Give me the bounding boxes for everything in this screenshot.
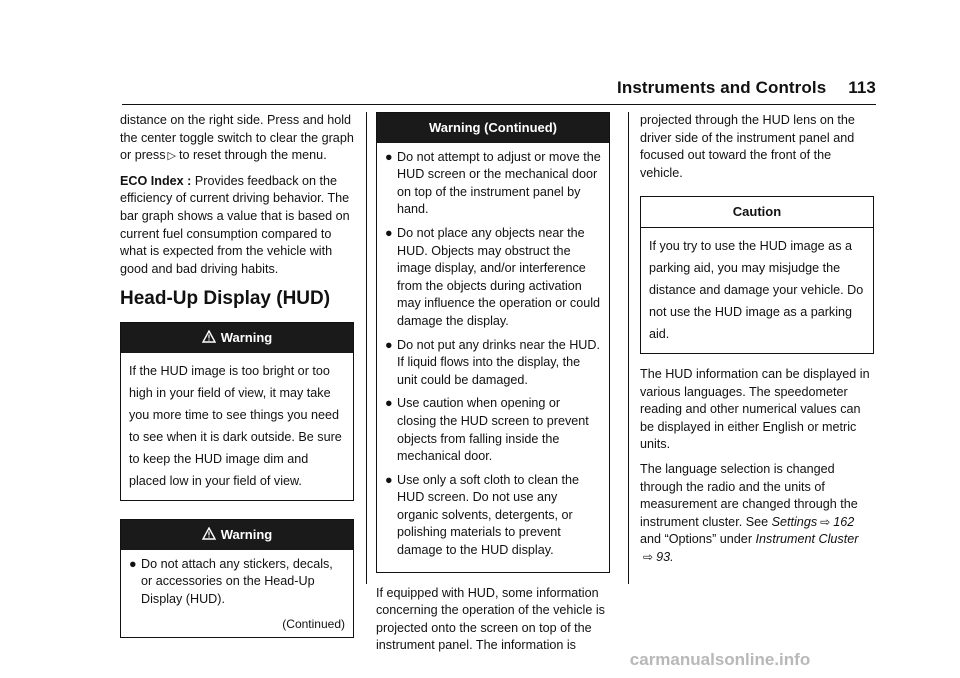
- settings-link[interactable]: Settings: [771, 514, 818, 529]
- page-ref-arrow-icon: ⇨: [643, 549, 654, 564]
- instrument-cluster-link[interactable]: Instrument Cluster: [755, 532, 859, 547]
- languages-paragraph: The HUD information can be displayed in various languages. The speedometer reading and other numerical values can be displayed in either English or metric units.: [640, 366, 870, 452]
- bullet-icon: ●: [385, 149, 393, 164]
- warning-header: [121, 323, 353, 353]
- bullet-icon: ●: [129, 556, 137, 571]
- list-item-text: Do not attempt to adjust or move the HUD screen or the mechanical door on top of the instrument panel by hand.: [397, 149, 601, 217]
- caution-box: [640, 196, 874, 354]
- warning-box-2: [120, 519, 354, 638]
- continued-label: (Continued): [282, 617, 345, 632]
- column-1: [120, 112, 354, 650]
- warning-continued-box: [376, 112, 610, 573]
- column-2: [376, 112, 610, 662]
- page-header: [617, 78, 876, 98]
- intro-text-before: distance on the right side. Press and hold the center toggle switch to clear the graph or press: [120, 113, 354, 163]
- settings-page-ref[interactable]: 162: [833, 514, 855, 529]
- column-divider: [628, 112, 629, 584]
- eco-text: Provides feedback on the efficiency of current driving behavior. The bar graph shows a value that is based on current fuel consumption compared to what is expected from the vehicle with good and bad driving habits.: [120, 173, 350, 276]
- warning-list: [377, 143, 609, 572]
- caution-text: If you try to use the HUD image as a parking aid, you may misjudge the distance and damage your vehicle. Do not use the HUD image as a parking aid.: [649, 238, 864, 341]
- warning-list: [121, 550, 353, 621]
- and-text: and “Options” under: [640, 532, 753, 547]
- cluster-page-ref[interactable]: 93.: [656, 549, 674, 564]
- list-item-text: Do not place any objects near the HUD. Objects may obstruct the image display, and/or interference from the objects during activation may influence the operation or could damage the display.: [397, 225, 601, 328]
- bullet-icon: ●: [385, 337, 393, 352]
- list-item-text: Do not put any drinks near the HUD. If liquid flows into the display, the unit could be damaged.: [397, 337, 601, 387]
- projection-paragraph: projected through the HUD lens on the driver side of the instrument panel and focused out toward the front of the vehicle.: [640, 113, 855, 180]
- warning-header: [121, 520, 353, 550]
- list-item: [385, 395, 601, 465]
- list-item: [385, 472, 601, 560]
- list-item-text: Do not attach any stickers, decals, or accessories on the Head-Up Display (HUD).: [141, 556, 333, 606]
- warning-title: Warning: [220, 330, 273, 346]
- bullet-icon: ●: [385, 396, 393, 411]
- list-item: [385, 149, 601, 219]
- section-title: Instruments and Controls: [617, 78, 827, 97]
- warning-triangle-icon: [202, 330, 216, 343]
- column-3: [640, 112, 874, 574]
- warning-title: Warning: [220, 526, 273, 542]
- warning-header: Warning (Continued): [377, 113, 609, 143]
- warning-triangle-icon: [202, 527, 216, 540]
- hud-info-paragraph: If equipped with HUD, some information concerning the operation of the vehicle is projected onto the screen on top of the instrument panel. The information is: [376, 585, 605, 653]
- page-ref-arrow-icon: ⇨: [820, 514, 831, 529]
- eco-label: ECO Index :: [120, 173, 192, 188]
- list-item: [385, 225, 601, 331]
- list-item-text: Use caution when opening or closing the HUD screen to prevent objects from falling inside the mechanical door.: [397, 396, 589, 464]
- bullet-icon: ●: [385, 472, 393, 487]
- play-triangle-icon: ▷: [167, 150, 176, 163]
- column-divider: [366, 112, 367, 584]
- language-selection-paragraph: [640, 461, 874, 567]
- list-item-text: Use only a soft cloth to clean the HUD screen. Do not use any organic solvents, detergents, or polishing materials to prevent damage to the HUD display.: [397, 472, 580, 558]
- eco-paragraph: [120, 173, 354, 279]
- page-number: 113: [848, 78, 876, 97]
- header-rule: [122, 104, 876, 105]
- section-heading: Head-Up Display (HUD): [120, 288, 331, 310]
- watermark: carmanualsonline.info: [629, 650, 811, 669]
- intro-paragraph: [120, 112, 354, 166]
- language-selection-text: The language selection is changed through the radio and the units of measurement are changed through the instrument cluster. See: [640, 461, 858, 529]
- bullet-icon: ●: [385, 225, 393, 240]
- intro-text-after: to reset through the menu.: [178, 148, 327, 163]
- list-item: [385, 337, 601, 390]
- warning-box-1: [120, 322, 354, 501]
- warning-text: If the HUD image is too bright or too high in your field of view, it may take you more time to see things you need to see when it is dark outside. Be sure to keep the HUD image dim and placed low in your field of view.: [129, 363, 342, 488]
- list-item: [129, 556, 345, 609]
- caution-header: Caution: [641, 197, 873, 228]
